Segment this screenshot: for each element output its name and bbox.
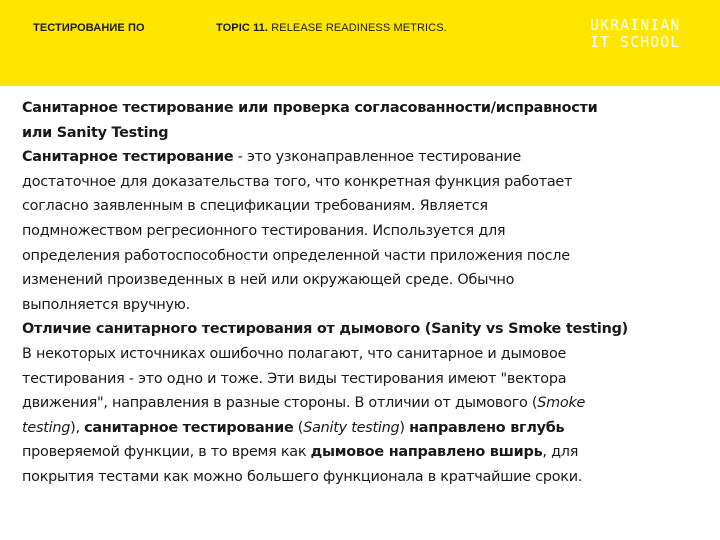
slide-body (22, 96, 707, 490)
header-bar (0, 0, 720, 86)
definition-term: Санитарное тестирование (22, 149, 234, 166)
logo-line-1: UKRAINIAN (590, 16, 681, 34)
topic-title (216, 22, 447, 34)
difference-heading: Отличие санитарного тестирования от дымового (Sanity vs Smoke testing) (22, 321, 628, 338)
topic-number: TOPIC 11. (216, 22, 269, 34)
school-logo (590, 17, 680, 51)
slide-title: Санитарное тестирование или проверка согласованности/исправности или Sanity Testing (22, 100, 598, 141)
topic-name: RELEASE READINESS METRICS. (268, 22, 447, 34)
definition-paragraph: Санитарное тестирование - это узконаправленное тестирование достаточное для доказательства того, что конкретная функция работает согласно заявленным в спецификации требованиям. Является подмножеством регресионного тестирования. Используется для определения работоспособности определенной части приложения после изменений произведенных в ней или окружающей среде. Обычно выполняется вручную. (22, 149, 573, 313)
logo-line-2: IT SCHOOL (590, 33, 681, 51)
course-title: ТЕСТИРОВАНИЕ ПО (33, 22, 145, 34)
difference-paragraph: В некоторых источниках ошибочно полагают, что санитарное и дымовое тестирования - это одно и тоже. Эти виды тестирования имеют "вектора движения", направления в разные стороны. В отличии от дымового (Smoke testing), санитарное тестирование (Sanity testing) направлено вглубь проверяемой функции, в то время как дымовое направлено вширь, для покрытия тестами как можно большего функционала в кратчайшие сроки. (22, 345, 586, 485)
